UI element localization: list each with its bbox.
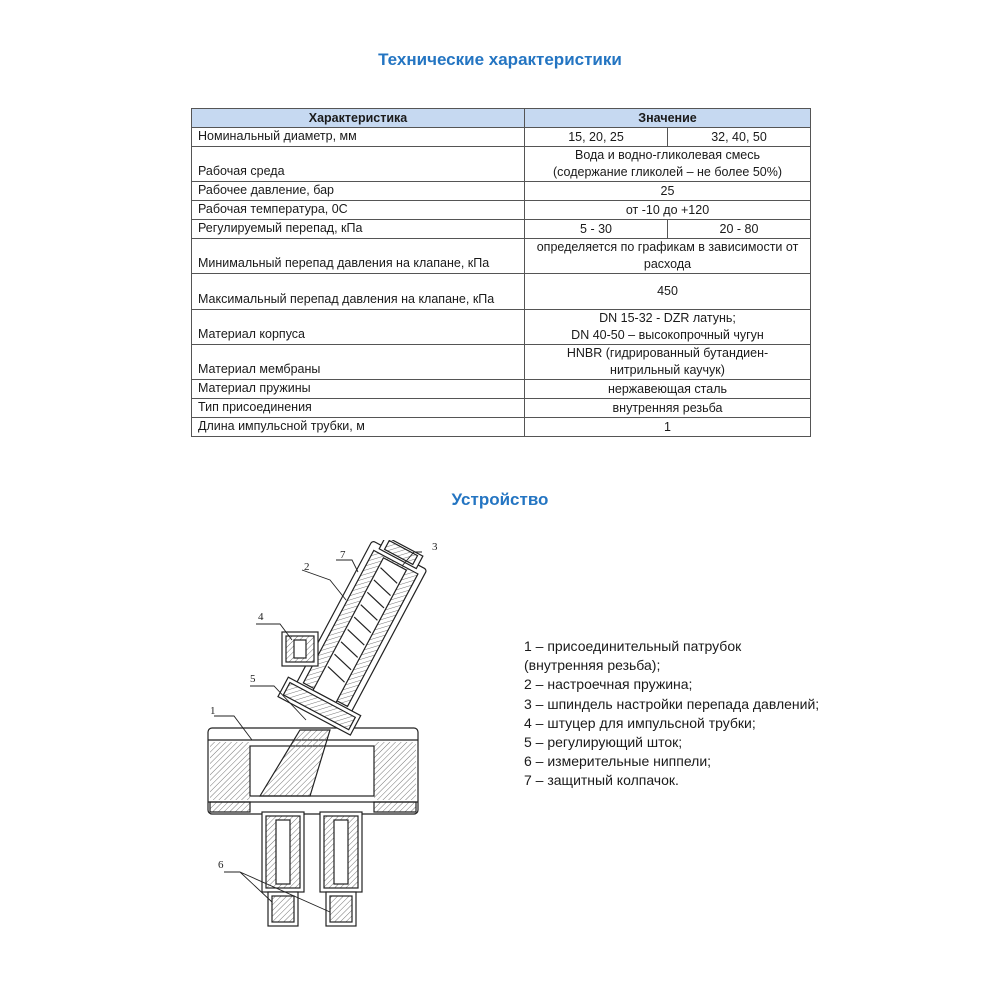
- row-name: Тип присоединения: [192, 399, 525, 418]
- table-row: [192, 182, 811, 201]
- table-row: [192, 380, 811, 399]
- row-name: Рабочая температура, 0С: [192, 201, 525, 220]
- legend-item: 4 – штуцер для импульсной трубки;: [524, 714, 756, 731]
- row-value: HNBR (гидрированный бутандиен- нитрильный каучук): [525, 345, 811, 380]
- row-value: 15, 20, 25: [525, 128, 668, 147]
- row-name: Рабочая среда: [192, 147, 525, 182]
- row-name: Максимальный перепад давления на клапане, кПа: [192, 274, 525, 310]
- row-value: от -10 до +120: [525, 201, 811, 220]
- table-row: [192, 147, 811, 182]
- callout-label: 3: [432, 541, 438, 553]
- row-value: 450: [525, 274, 811, 310]
- row-name: Минимальный перепад давления на клапане, кПа: [192, 239, 525, 274]
- legend-list: [524, 637, 819, 791]
- impulse-tube-fitting: [282, 632, 318, 666]
- row-value: DN 15-32 - DZR латунь; DN 40-50 – высокопрочный чугун: [525, 310, 811, 345]
- legend-item: 1 – присоединительный патрубок: [524, 638, 742, 654]
- legend-item: 7 – защитный колпачок.: [524, 772, 679, 789]
- row-name: Материал мембраны: [192, 345, 525, 380]
- callout-label: 2: [304, 561, 310, 573]
- measuring-nipple-left: [262, 812, 304, 926]
- row-value: внутренняя резьба: [525, 399, 811, 418]
- row-name: Материал корпуса: [192, 310, 525, 345]
- legend-item: 2 – настроечная пружина;: [524, 676, 693, 693]
- row-value: нержавеющая сталь: [525, 380, 811, 399]
- header-value: Значение: [525, 109, 811, 128]
- row-name: Длина импульсной трубки, м: [192, 418, 525, 437]
- legend-item: 5 – регулирующий шток;: [524, 734, 683, 751]
- row-name: Рабочее давление, бар: [192, 182, 525, 201]
- row-value: 20 - 80: [668, 220, 811, 239]
- row-name: Материал пружины: [192, 380, 525, 399]
- section-title-specs: Технические характеристики: [378, 50, 622, 69]
- header-characteristic: Характеристика: [192, 109, 525, 128]
- callout-label: 1: [210, 705, 216, 717]
- row-name: Регулируемый перепад, кПа: [192, 220, 525, 239]
- row-value: Вода и водно-гликолевая смесь (содержание гликолей – не более 50%): [525, 147, 811, 182]
- table-header-row: [192, 109, 811, 128]
- row-value: определяется по графикам в зависимости от расхода: [525, 239, 811, 274]
- row-value: 25: [525, 182, 811, 201]
- table-row: [192, 220, 811, 239]
- callout-label: 7: [340, 549, 346, 561]
- table-row: [192, 274, 811, 310]
- callout-label: 5: [250, 673, 256, 685]
- row-value: 1: [525, 418, 811, 437]
- section-title-device: Устройство: [451, 490, 549, 509]
- table-row: [192, 345, 811, 380]
- row-value: 32, 40, 50: [668, 128, 811, 147]
- table-row: [192, 239, 811, 274]
- row-name: Номинальный диаметр, мм: [192, 128, 525, 147]
- callout-label: 6: [218, 859, 224, 871]
- table-row: [192, 399, 811, 418]
- row-value: 5 - 30: [525, 220, 668, 239]
- measuring-nipple-right: [320, 812, 362, 926]
- specifications-table: [191, 108, 811, 437]
- table-row: [192, 201, 811, 220]
- legend-item: (внутренняя резьба);: [524, 657, 661, 674]
- table-row: [192, 418, 811, 437]
- callout-label: 4: [258, 611, 264, 623]
- table-row: [192, 128, 811, 147]
- legend-item: 6 – измерительные ниппели;: [524, 753, 712, 770]
- table-row: [192, 310, 811, 345]
- legend-item: 3 – шпиндель настройки перепада давлений;: [524, 695, 820, 712]
- valve-body: [208, 728, 418, 814]
- valve-cross-section-diagram: [190, 540, 440, 940]
